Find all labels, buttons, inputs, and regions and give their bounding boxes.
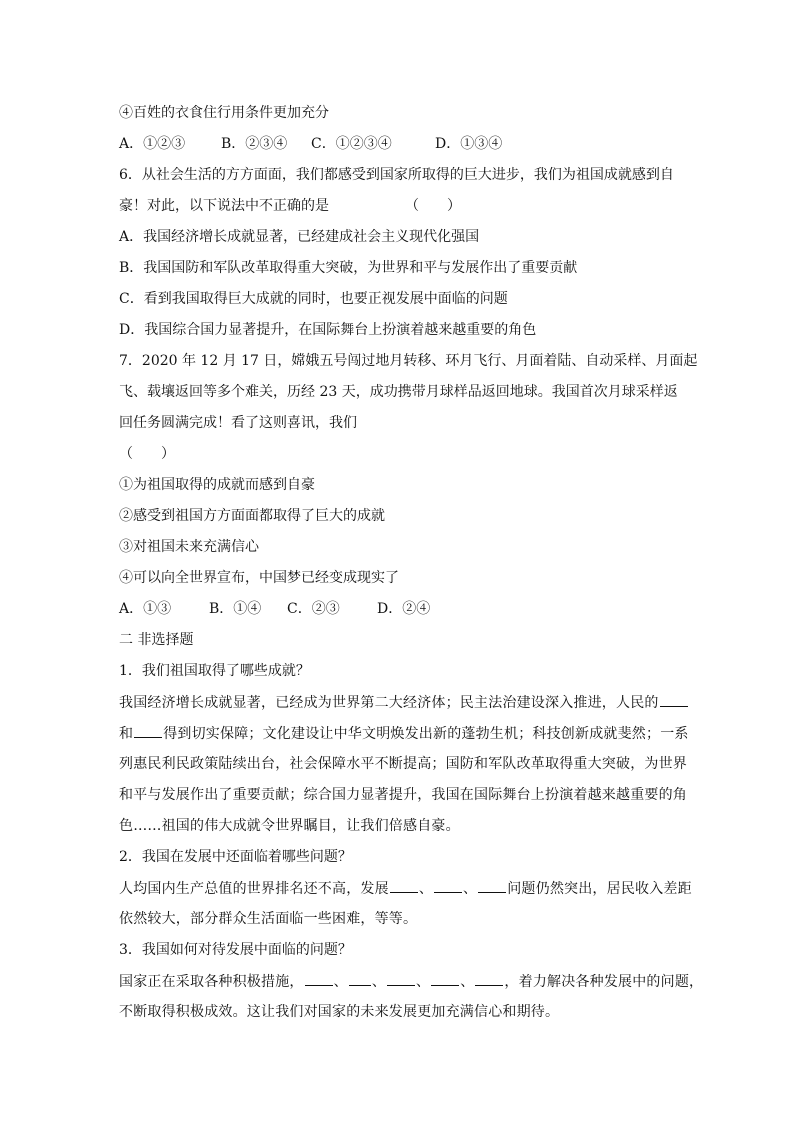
s2-q3-question: 3．我国如何对待发展中面临的问题？ bbox=[119, 942, 352, 958]
q5-option-c: C．①②③④ bbox=[311, 136, 392, 152]
s2-q1-answer-line-3: 列惠民利民政策陆续出台，社会保障水平不断提高；国防和军队改革取得重大突破，为世界 bbox=[119, 756, 687, 772]
fill-blank[interactable] bbox=[390, 878, 418, 893]
q6-stem-line-2 bbox=[119, 196, 685, 216]
q7-stem-line-1: 7．2020 年 12 月 17 日，嫦娥五号闯过地月转移、环月飞行、月面着陆、自动采样、月面起 bbox=[119, 353, 698, 369]
q7-options bbox=[119, 599, 685, 619]
separator: 、 bbox=[463, 881, 478, 897]
s2-q1-answer-text-1: 我国经济增长成就显著，已经成为世界第二大经济体；民主法治建设深入推进，人民的 bbox=[119, 695, 659, 711]
s2-q2-answer-line-1 bbox=[119, 878, 692, 899]
fill-blank[interactable] bbox=[431, 971, 459, 986]
separator: 、 bbox=[416, 974, 431, 990]
q5-option-b: B．②③④ bbox=[221, 136, 288, 152]
q7-answer-paren: （ ） bbox=[119, 446, 175, 462]
fill-blank[interactable] bbox=[434, 878, 462, 893]
separator: 、 bbox=[418, 881, 434, 897]
separator: ， bbox=[504, 974, 519, 990]
q5-options bbox=[119, 134, 685, 154]
s2-q3-answer-line-2: 不断取得积极成效。这让我们对国家的未来发展更加充满信心和期待。 bbox=[119, 1004, 560, 1020]
q7-item-3: ③对祖国未来充满信心 bbox=[119, 539, 259, 555]
q6-answer-paren: （ ） bbox=[405, 198, 461, 214]
separator: 、 bbox=[333, 974, 348, 990]
q6-option-c: C．看到我国取得巨大成就的同时，也要正视发展中面临的问题 bbox=[119, 291, 508, 307]
q7-stem-line-2: 飞、载壤返回等多个难关，历经 23 天，成功携带月球样品返回地球。我国首次月球采样返 bbox=[119, 384, 678, 400]
q7-option-a: A．①③ bbox=[119, 601, 172, 617]
q6-option-d: D．我国综合国力显著提升，在国际舞台上扮演着越来越重要的角色 bbox=[119, 322, 537, 338]
fill-blank[interactable] bbox=[387, 971, 415, 986]
s2-q1-question: 1．我们祖国取得了哪些成就？ bbox=[119, 663, 310, 679]
s2-q1-answer-line-2 bbox=[119, 723, 689, 744]
fill-blank[interactable] bbox=[305, 971, 333, 986]
fill-blank[interactable] bbox=[478, 878, 506, 893]
q6-stem-text: 豪！对此，以下说法中不正确的是 bbox=[119, 198, 329, 214]
separator: 、 bbox=[371, 974, 387, 990]
fill-blank[interactable] bbox=[349, 971, 371, 986]
s2-q2-answer-text-1a: 人均国内生产总值的世界排名还不高，发展 bbox=[119, 881, 389, 897]
s2-q1-answer-line-4: 和平与发展作出了重要贡献；综合国力显著提升，我国在国际舞台上扮演着越来越重要的角 bbox=[119, 787, 687, 803]
q5-option-d: D．①③④ bbox=[435, 136, 503, 152]
q7-item-1: ①为祖国取得的成就而感到自豪 bbox=[119, 477, 315, 493]
s2-q1-answer-text-2a: 和 bbox=[119, 726, 134, 742]
q5-option-a: A．①②③ bbox=[119, 136, 186, 152]
s2-q2-answer-line-2: 依然较大，部分群众生活面临一些困难，等等。 bbox=[119, 911, 418, 927]
q7-option-d: D．②④ bbox=[377, 601, 431, 617]
section-title: 二 非选择题 bbox=[119, 632, 194, 648]
s2-q1-answer-line-1 bbox=[119, 692, 685, 713]
q7-option-c: C．②③ bbox=[287, 601, 340, 617]
s2-q1-answer-text-2b: 得到切实保障；文化建设让中华文明焕发出新的蓬勃生机；科技创新成就斐然；一系 bbox=[163, 726, 689, 742]
q7-item-4: ④可以向全世界宣布，中国梦已经变成现实了 bbox=[119, 570, 399, 586]
s2-q3-answer-text-1b: 着力解决各种发展中的问题， bbox=[518, 974, 704, 990]
q5-item-4: ④百姓的衣食住行用条件更加充分 bbox=[119, 105, 329, 121]
q7-stem-line-3: 回任务圆满完成！看了这则喜讯，我们 bbox=[119, 415, 357, 431]
s2-q3-answer-line-1 bbox=[119, 971, 704, 992]
s2-q2-question: 2．我国在发展中还面临着哪些问题？ bbox=[119, 849, 352, 865]
separator: 、 bbox=[460, 974, 475, 990]
q7-option-b: B．①④ bbox=[209, 601, 262, 617]
q6-stem-line-1: 6．从社会生活的方方面面，我们都感受到国家所取得的巨大进步，我们为祖国成就感到自 bbox=[119, 167, 674, 183]
q6-option-b: B．我国国防和军队改革取得重大突破，为世界和平与发展作出了重要贡献 bbox=[119, 260, 578, 276]
q7-item-2: ②感受到祖国方方面面都取得了巨大的成就 bbox=[119, 508, 385, 524]
s2-q2-answer-text-1b: 问题仍然突出，居民收入差距 bbox=[507, 881, 692, 897]
s2-q3-answer-text-1a: 国家正在采取各种积极措施， bbox=[119, 974, 304, 990]
q6-option-a: A．我国经济增长成就显著，已经建成社会主义现代化强国 bbox=[119, 229, 480, 245]
fill-blank[interactable] bbox=[660, 692, 688, 707]
s2-q1-answer-line-5: 色……祖国的伟大成就令世界瞩目，让我们倍感自豪。 bbox=[119, 818, 460, 834]
fill-blank[interactable] bbox=[475, 971, 503, 986]
fill-blank[interactable] bbox=[134, 723, 162, 738]
